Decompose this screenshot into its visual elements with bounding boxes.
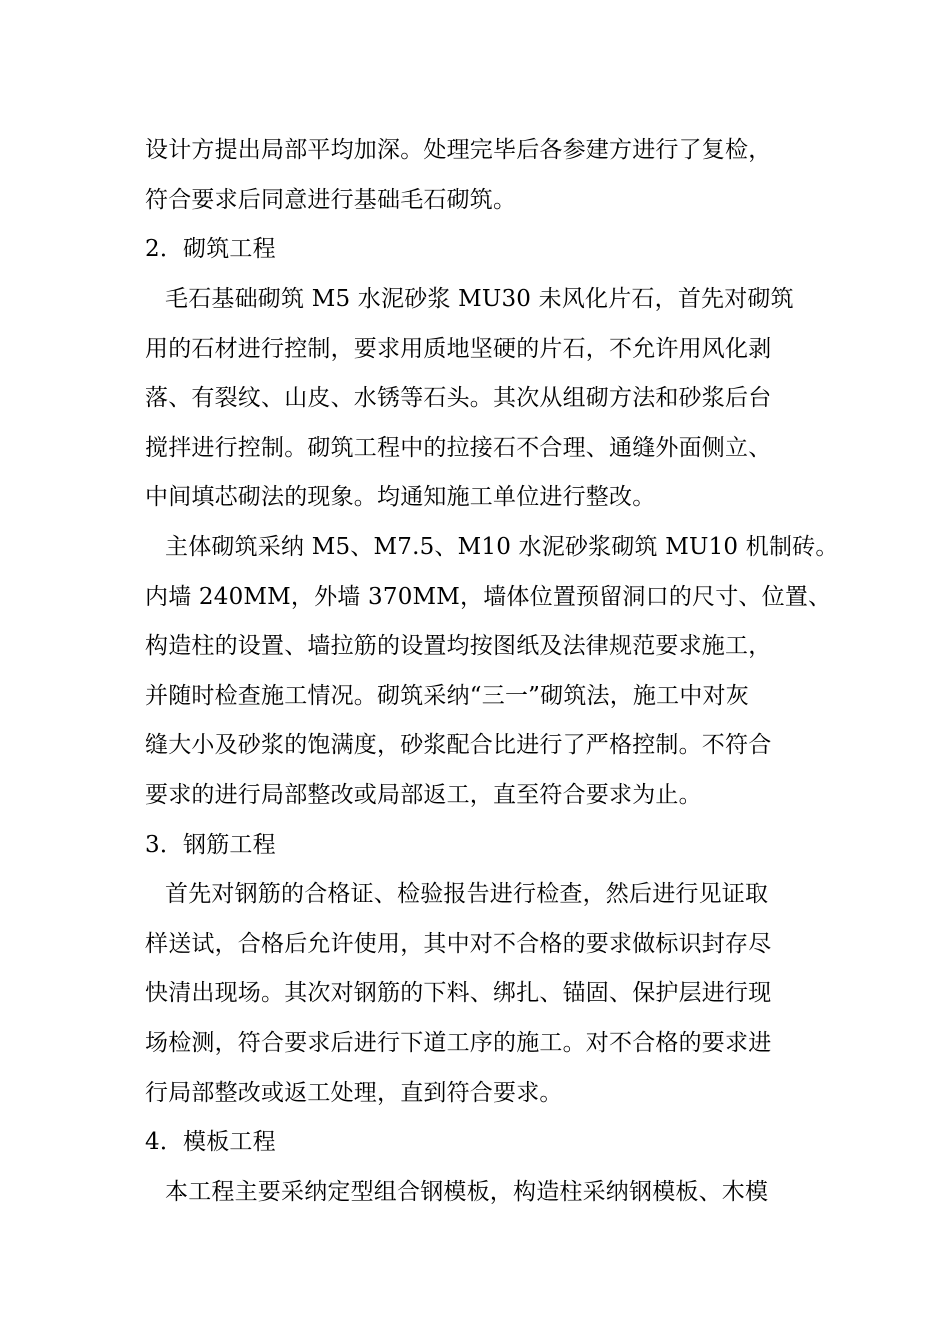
text-line: 用的石材进行控制，要求用质地坚硬的片石，不允许用风化剥: [145, 336, 772, 362]
section-heading: 3．钢筋工程: [145, 832, 276, 858]
section-heading: 4．模板工程: [145, 1129, 276, 1155]
paragraph-first-line: 主体砌筑采纳 M5、M7.5、M10 水泥砂浆砌筑 MU10 机制砖。: [165, 534, 839, 560]
section-heading: 2．砌筑工程: [145, 236, 276, 262]
text-line: 场检测，符合要求后进行下道工序的施工。对不合格的要求进: [145, 1030, 772, 1056]
text-line: 落、有裂纹、山皮、水锈等石头。其次从组砌方法和砂浆后台: [145, 385, 772, 411]
paragraph-first-line: 首先对钢筋的合格证、检验报告进行检查，然后进行见证取: [165, 881, 769, 907]
text-line: 构造柱的设置、墙拉筋的设置均按图纸及法律规范要求施工，: [145, 633, 772, 659]
text-line: 快清出现场。其次对钢筋的下料、绑扎、锚固、保护层进行现: [145, 980, 772, 1006]
text-line: 要求的进行局部整改或局部返工，直至符合要求为止。: [145, 782, 702, 808]
text-line: 搅拌进行控制。砌筑工程中的拉接石不合理、通缝外面侧立、: [145, 435, 772, 461]
text-line: 行局部整改或返工处理，直到符合要求。: [145, 1080, 563, 1106]
text-line: 缝大小及砂浆的饱满度，砂浆配合比进行了严格控制。不符合: [145, 732, 772, 758]
paragraph-first-line: 毛石基础砌筑 M5 水泥砂浆 MU30 未风化片石，首先对砌筑: [165, 286, 794, 312]
text-line: 并随时检查施工情况。砌筑采纳“三一”砌筑法，施工中对灰: [145, 683, 749, 709]
paragraph-first-line: 本工程主要采纳定型组合钢模板，构造柱采纳钢模板、木模: [165, 1179, 769, 1205]
text-line: 设计方提出局部平均加深。处理完毕后各参建方进行了复检，: [145, 137, 772, 163]
text-line: 样送试，合格后允许使用，其中对不合格的要求做标识封存尽: [145, 931, 772, 957]
text-line: 中间填芯砌法的现象。均通知施工单位进行整改。: [145, 484, 656, 510]
text-line: 符合要求后同意进行基础毛石砌筑。: [145, 187, 517, 213]
text-line: 内墙 240MM，外墙 370MM，墙体位置预留洞口的尺寸、位置、: [145, 584, 832, 610]
